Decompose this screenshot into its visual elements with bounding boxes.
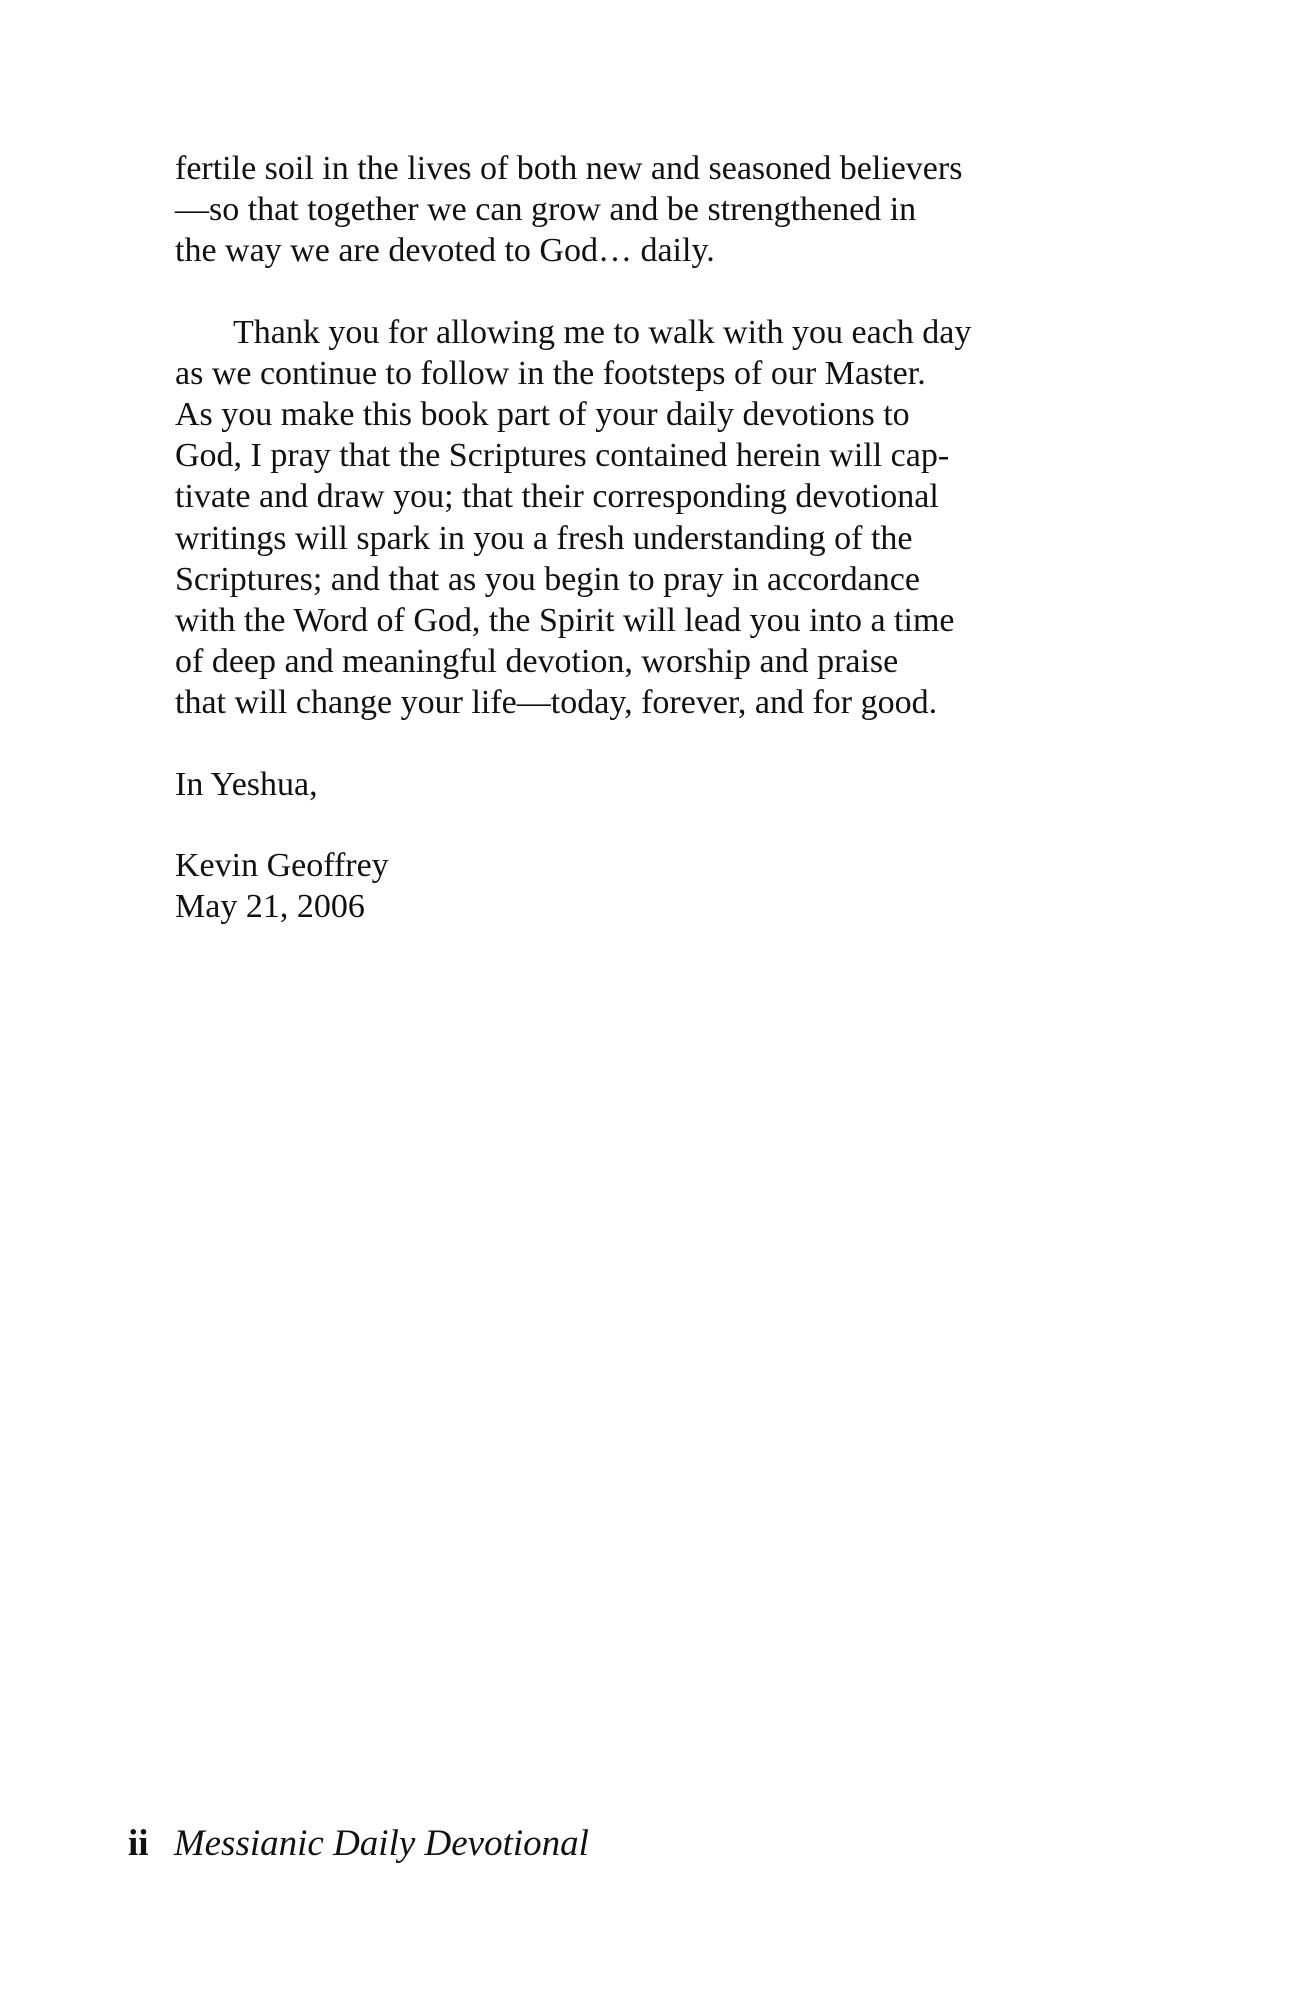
text-line: God, I pray that the Scriptures contained herein will cap-: [175, 437, 950, 475]
text-line: writings will spark in you a fresh understanding of the: [175, 519, 913, 557]
text-line: tivate and draw you; that their corresponding devotional: [175, 478, 939, 516]
text-line: Scriptures; and that as you begin to pray in accordance: [175, 560, 920, 598]
signature-date: May 21, 2006: [175, 888, 365, 926]
text-line: fertile soil in the lives of both new and seasoned believers: [175, 150, 963, 187]
body-text: [175, 148, 1075, 927]
text-line: the way we are devoted to God… daily.: [175, 232, 715, 270]
text-line: —so that together we can grow and be strengthened in: [175, 191, 917, 229]
paragraph-thank-you: [175, 312, 1075, 724]
text-line: with the Word of God, the Spirit will lead you into a time: [175, 602, 955, 640]
salutation: In Yeshua,: [175, 765, 318, 803]
text-line: as we continue to follow in the footsteps of our Master.: [175, 354, 926, 392]
text-line: of deep and meaningful devotion, worship and praise: [175, 643, 899, 681]
text-line: As you make this book part of your daily devotions to: [175, 396, 910, 434]
page-number: ii: [128, 1823, 149, 1864]
paragraph-fertile-soil: [175, 148, 1075, 272]
text-line: Thank you for allowing me to walk with you each day: [233, 313, 972, 351]
text-line: that will change your life—today, forever, and for good.: [175, 684, 938, 722]
running-title: Messianic Daily Devotional: [173, 1823, 589, 1864]
author-name: Kevin Geoffrey: [175, 846, 389, 884]
signature-block: [175, 845, 1075, 927]
page-footer: [128, 1822, 589, 1866]
